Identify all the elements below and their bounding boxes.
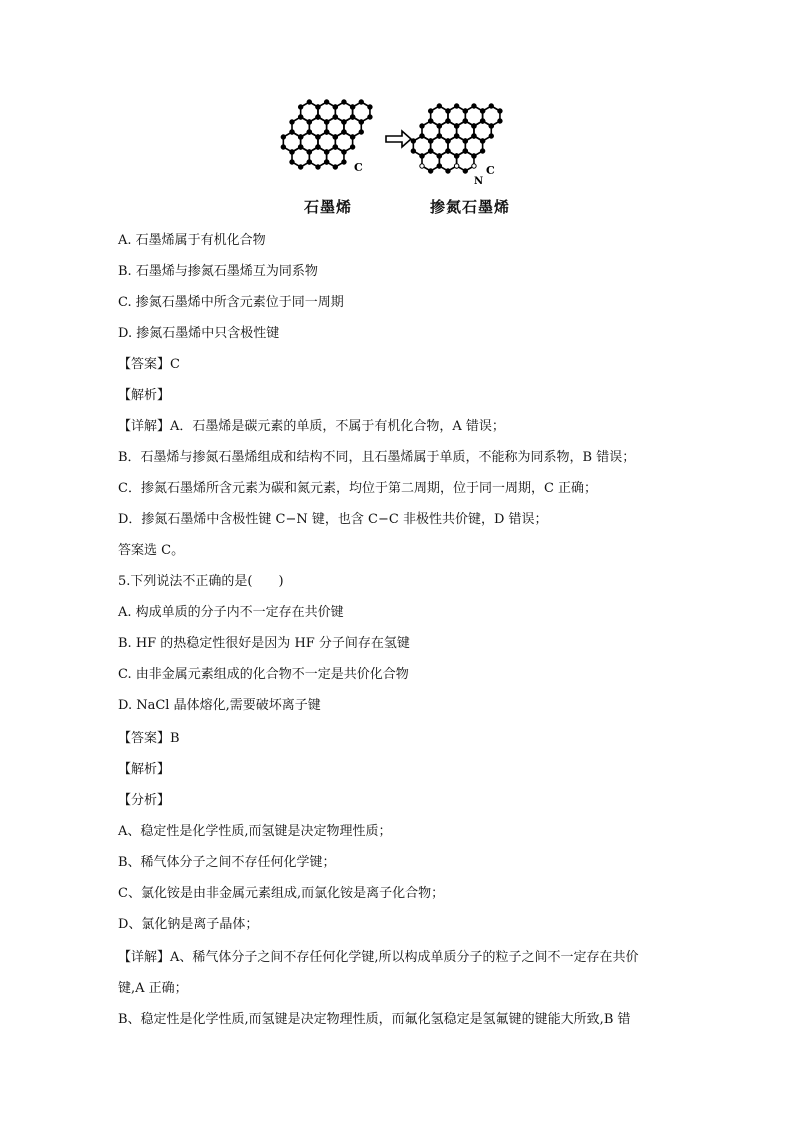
analysis-heading: 【解析】 xyxy=(118,388,171,403)
carbon-atom xyxy=(480,149,484,153)
nitrogen-atom xyxy=(420,164,424,168)
q5-reason-d: D、氯化钠是离子晶体； xyxy=(118,917,259,932)
carbon-atom xyxy=(428,139,432,143)
hexagon-ring xyxy=(457,151,474,171)
carbon-atom xyxy=(324,150,328,154)
carbon-atom xyxy=(446,109,450,113)
detail-a: 【详解】A．石墨烯是碳元素的单质，不属于有机化合物，A 错误； xyxy=(118,419,505,434)
carbon-atom xyxy=(420,124,424,128)
carbon-atom xyxy=(350,105,354,109)
atom-label-c-right: C xyxy=(486,164,495,177)
carbon-atom xyxy=(472,134,476,138)
hexagon-ring xyxy=(439,151,456,171)
carbon-atom xyxy=(368,105,372,109)
carbon-atom xyxy=(333,135,337,139)
carbon-atom xyxy=(437,164,441,168)
q5-reasoning-heading: 【分析】 xyxy=(118,793,171,808)
detail-d: D．掺氮石墨烯中含极性键 C−N 键，也含 C−C 非极性共价键，D 错误； xyxy=(118,512,548,527)
carbon-atom xyxy=(480,139,484,143)
carbon-atom xyxy=(290,150,294,154)
carbon-atom xyxy=(472,154,476,158)
answer: 【答案】C xyxy=(118,357,180,372)
carbon-atom xyxy=(324,120,328,124)
carbon-atom xyxy=(359,130,363,134)
detail-c: C．掺氮石墨烯所含元素为碳和氮元素，均位于第二周期，位于同一周期，C 正确； xyxy=(118,481,598,496)
carbon-atom xyxy=(307,100,311,104)
carbon-atom xyxy=(437,124,441,128)
q5-option-d: D. NaCl 晶体熔化,需要破坏离子键 xyxy=(118,698,321,713)
carbon-atom xyxy=(342,120,346,124)
carbon-atom xyxy=(307,160,311,164)
carbon-atom xyxy=(446,139,450,143)
hexagon-ring xyxy=(309,147,326,167)
carbon-atom xyxy=(359,100,363,104)
carbon-atom xyxy=(489,134,493,138)
carbon-atom xyxy=(411,149,415,153)
carbon-atom xyxy=(316,165,320,169)
carbon-atom xyxy=(290,130,294,134)
option-c: C. 掺氮石墨烯中所含元素位于同一周期 xyxy=(118,295,344,310)
carbon-atom xyxy=(316,115,320,119)
hexagon-ring xyxy=(292,147,309,167)
carbon-atom xyxy=(342,160,346,164)
carbon-atom xyxy=(463,139,467,143)
carbon-atom xyxy=(498,109,502,113)
carbon-atom xyxy=(428,169,432,173)
carbon-atom xyxy=(333,165,337,169)
answer-choice: 答案选 C。 xyxy=(118,543,185,558)
reaction-arrow xyxy=(386,131,411,147)
carbon-atom xyxy=(454,134,458,138)
carbon-atom xyxy=(437,134,441,138)
carbon-atom xyxy=(463,149,467,153)
carbon-atom xyxy=(446,169,450,173)
option-b: B. 石墨烯与掺氮石墨烯互为同系物 xyxy=(118,264,318,279)
carbon-atom xyxy=(428,149,432,153)
q5-detail-a: 【详解】A、稀气体分子之间不存任何化学键,所以构成单质分子的粒子之间不一定存在共价 xyxy=(118,950,639,965)
nitrogen-atom xyxy=(454,164,458,168)
carbon-atom xyxy=(463,169,467,173)
carbon-atom xyxy=(454,154,458,158)
carbon-atom xyxy=(463,109,467,113)
carbon-atom xyxy=(316,135,320,139)
carbon-atom xyxy=(342,130,346,134)
carbon-atom xyxy=(489,124,493,128)
carbon-atom xyxy=(437,154,441,158)
carbon-atom xyxy=(298,165,302,169)
q5-detail-b: B、稳定性是化学性质,而氢键是决定物理性质，而氟化氢稳定是氢氟键的键能大所致,B 错 xyxy=(118,1012,631,1027)
carbon-atom xyxy=(463,119,467,123)
carbon-atom xyxy=(298,105,302,109)
carbon-atom xyxy=(480,119,484,123)
carbon-atom xyxy=(350,145,354,149)
q5-option-c: C. 由非金属元素组成的化合物不一定是共价化合物 xyxy=(118,667,409,682)
atom-label-n-right: N xyxy=(474,176,484,187)
carbon-atom xyxy=(342,100,346,104)
q5-analysis-heading: 【解析】 xyxy=(118,762,171,777)
carbon-atom xyxy=(333,115,337,119)
carbon-atom xyxy=(290,160,294,164)
carbon-atom xyxy=(342,150,346,154)
carbon-atom xyxy=(472,124,476,128)
carbon-atom xyxy=(498,119,502,123)
carbon-atom xyxy=(480,109,484,113)
q5-detail-a-cont: 键,A 正确； xyxy=(118,981,188,996)
carbon-atom xyxy=(428,109,432,113)
carbon-atom xyxy=(420,154,424,158)
carbon-atom xyxy=(420,134,424,138)
detail-b: B．石墨烯与掺氮石墨烯组成和结构不同，且石墨烯属于单质，不能称为同系物，B 错误； xyxy=(118,450,636,465)
nitrogen-atom xyxy=(472,164,476,168)
carbon-atom xyxy=(472,104,476,108)
graphene-caption: 石墨烯 xyxy=(304,198,353,216)
carbon-atom xyxy=(298,145,302,149)
carbon-atom xyxy=(454,124,458,128)
carbon-atom xyxy=(316,105,320,109)
q5-reason-c: C、氯化铵是由非金属元素组成,而氯化铵是离子化合物； xyxy=(118,886,445,901)
carbon-atom xyxy=(298,135,302,139)
hexagon-ring xyxy=(327,147,344,167)
carbon-atom xyxy=(359,120,363,124)
q5-option-b: B. HF 的热稳定性很好是因为 HF 分子间存在氢键 xyxy=(118,636,410,651)
hexagon-ring xyxy=(422,151,439,171)
q5-answer: 【答案】B xyxy=(118,731,180,746)
carbon-atom xyxy=(307,120,311,124)
carbon-atom xyxy=(428,119,432,123)
carbon-atom xyxy=(281,135,285,139)
carbon-atom xyxy=(454,104,458,108)
carbon-atom xyxy=(324,160,328,164)
doped-graphene-caption: 掺氮石墨烯 xyxy=(430,198,511,216)
graphene-figure xyxy=(280,96,520,218)
carbon-atom xyxy=(333,145,337,149)
carbon-atom xyxy=(307,130,311,134)
carbon-atom xyxy=(350,115,354,119)
doped-graphene-lattice xyxy=(411,104,502,173)
carbon-atom xyxy=(333,105,337,109)
question-5: 5.下列说法不正确的是( ) xyxy=(118,574,284,589)
carbon-atom xyxy=(446,119,450,123)
carbon-atom xyxy=(281,145,285,149)
carbon-atom xyxy=(446,149,450,153)
carbon-atom xyxy=(437,104,441,108)
carbon-atom xyxy=(290,120,294,124)
q5-reason-b: B、稀气体分子之间不存任何化学键； xyxy=(118,855,336,870)
atom-label-c-left: C xyxy=(354,161,363,174)
carbon-atom xyxy=(316,145,320,149)
carbon-atom xyxy=(298,115,302,119)
q5-option-a: A. 构成单质的分子内不一定存在共价键 xyxy=(118,605,344,620)
graphene-lattice xyxy=(281,100,372,169)
carbon-atom xyxy=(489,104,493,108)
option-d: D. 掺氮石墨烯中只含极性键 xyxy=(118,326,280,341)
option-a: A. 石墨烯属于有机化合物 xyxy=(118,233,266,248)
carbon-atom xyxy=(350,135,354,139)
carbon-atom xyxy=(324,130,328,134)
carbon-atom xyxy=(368,115,372,119)
q5-reason-a: A、稳定性是化学性质,而氢键是决定物理性质； xyxy=(118,824,392,839)
carbon-atom xyxy=(411,139,415,143)
carbon-atom xyxy=(324,100,328,104)
carbon-atom xyxy=(307,150,311,154)
